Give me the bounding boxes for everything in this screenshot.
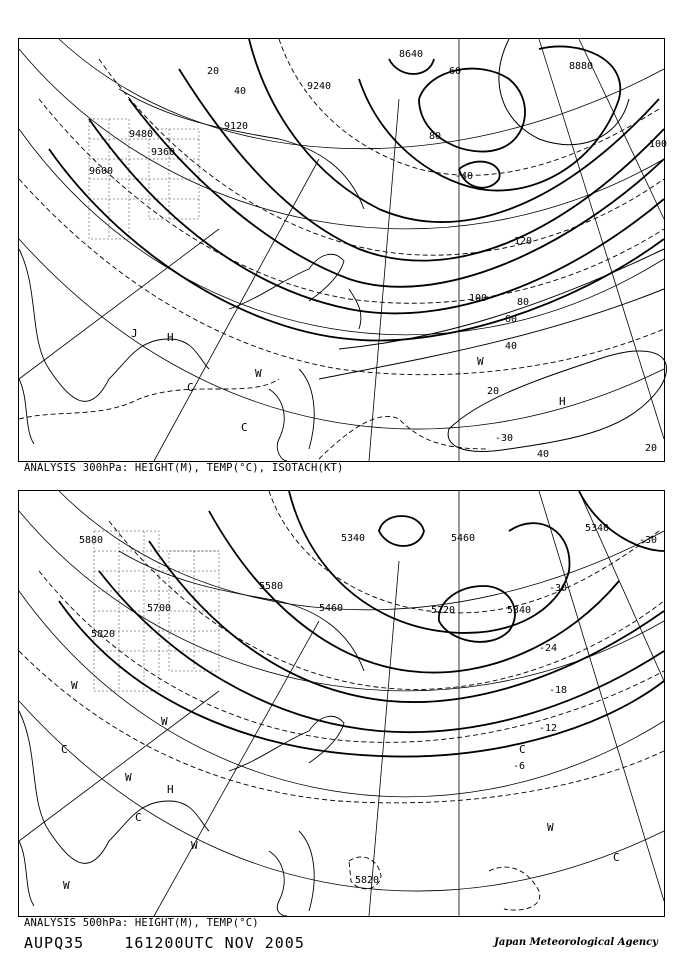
meridian-lines — [19, 491, 664, 916]
pressure-centers — [61, 679, 620, 892]
temperature-label: -12 — [539, 723, 558, 734]
center-marker: W — [547, 821, 554, 834]
height-label: 5820 — [355, 875, 380, 886]
isotach-label: 60 — [505, 314, 518, 325]
isotach-label: 40 — [234, 86, 247, 97]
height-label: 5220 — [431, 605, 456, 616]
temperature-labels — [455, 171, 513, 444]
center-marker: W — [125, 771, 132, 784]
isotach-label: 40 — [505, 341, 518, 352]
isotach-label: 20 — [207, 66, 220, 77]
map-panel-300hpa — [18, 38, 668, 462]
height-label: 5340 — [585, 523, 610, 534]
height-label: 5700 — [147, 603, 172, 614]
temperature-contours — [19, 39, 664, 459]
agency-name: Japan Meteorological Agency — [494, 937, 658, 948]
temperature-label: -30 — [639, 535, 658, 546]
height-label: 9120 — [224, 121, 249, 132]
height-labels — [79, 523, 609, 886]
isotach-label: 80 — [429, 131, 442, 142]
map-300hpa-svg — [19, 39, 668, 461]
meridian-lines — [19, 39, 664, 461]
caption-500hpa: ANALYSIS 500hPa: HEIGHT(M), TEMP(°C) — [24, 917, 259, 929]
center-marker: W — [477, 355, 484, 368]
height-label: 5880 — [79, 535, 104, 546]
height-label: 9240 — [307, 81, 332, 92]
center-marker: H — [167, 783, 174, 796]
isotach-label: 40 — [537, 449, 550, 460]
valid-time: 161200UTC NOV 2005 — [124, 934, 305, 952]
isotach-label: 60 — [449, 66, 462, 77]
caption-300hpa: ANALYSIS 300hPa: HEIGHT(M), TEMP(°C), ISOTACH(KT) — [24, 462, 344, 474]
isotach-label: 20 — [645, 443, 658, 454]
map-500hpa-svg — [19, 491, 664, 916]
isotach-label: 80 — [517, 297, 530, 308]
height-contours — [59, 491, 664, 757]
center-marker: W — [71, 679, 78, 692]
temperature-labels — [513, 535, 657, 772]
center-marker: C — [613, 851, 620, 864]
center-marker: W — [255, 367, 262, 380]
temperature-label: -30 — [549, 583, 568, 594]
pressure-centers — [131, 327, 566, 434]
center-marker: C — [61, 743, 68, 756]
center-marker: H — [559, 395, 566, 408]
isotach-labels — [207, 66, 667, 460]
height-label: 5340 — [341, 533, 366, 544]
height-label: 5460 — [451, 533, 476, 544]
temperature-label: -18 — [549, 685, 568, 696]
height-label: 5820 — [91, 629, 116, 640]
center-marker: J — [131, 327, 138, 340]
temperature-label: -40 — [455, 171, 474, 182]
latitude-grid — [19, 39, 664, 429]
height-contours — [49, 39, 664, 341]
center-marker: C — [135, 811, 142, 824]
center-marker: W — [161, 715, 168, 728]
height-label: 9360 — [151, 147, 176, 158]
center-marker: C — [187, 381, 194, 394]
height-label: 9600 — [89, 166, 114, 177]
isotach-label: 120 — [514, 236, 533, 247]
center-marker: W — [63, 879, 70, 892]
product-id: AUPQ35 — [24, 934, 85, 952]
isotach-label: 100 — [649, 139, 668, 150]
temperature-label: -30 — [495, 433, 514, 444]
coastlines — [19, 551, 364, 916]
coastlines — [19, 89, 364, 461]
center-marker: C — [241, 421, 248, 434]
height-labels — [89, 49, 593, 177]
isotach-label: 20 — [487, 386, 500, 397]
height-label: 8640 — [399, 49, 424, 60]
map-panel-500hpa — [18, 490, 665, 917]
temperature-label: -6 — [513, 761, 526, 772]
center-marker: H — [167, 331, 174, 344]
center-marker: C — [519, 743, 526, 756]
isotach-label: 100 — [469, 293, 488, 304]
height-label: 5580 — [259, 581, 284, 592]
height-label: 5340 — [507, 605, 532, 616]
center-marker: W — [191, 839, 198, 852]
height-label: 9480 — [129, 129, 154, 140]
product-header — [24, 934, 305, 952]
height-label: 8880 — [569, 61, 594, 72]
temperature-label: -24 — [539, 643, 558, 654]
height-label: 5460 — [319, 603, 344, 614]
